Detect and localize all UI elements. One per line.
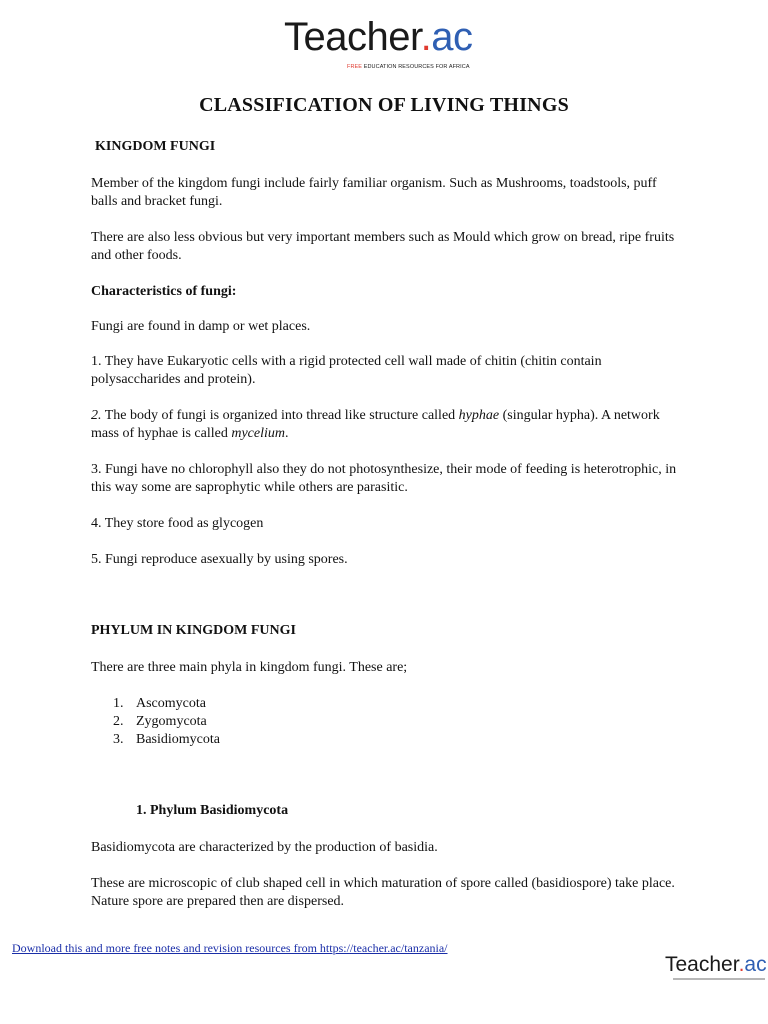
download-link[interactable]: Download this and more free notes and revision resources from https://teacher.ac/tanzania/ bbox=[12, 941, 448, 955]
kingdom-heading: KINGDOM FUNGI bbox=[95, 139, 216, 154]
characteristic-5: 5. Fungi reproduce asexually by using spores. bbox=[91, 552, 348, 567]
phylum-heading: PHYLUM IN KINGDOM FUNGI bbox=[91, 623, 296, 638]
point2-number: 2. bbox=[91, 408, 102, 423]
characteristic-1: 1. They have Eukaryotic cells with a rigid protected cell wall made of chitin (chitin contain polysaccharides and protein). bbox=[91, 354, 602, 387]
logo-word: Teacher bbox=[284, 15, 421, 59]
list-item bbox=[113, 713, 413, 731]
tagline-free: FREE bbox=[347, 64, 363, 70]
list-text: Basidiomycota bbox=[136, 732, 220, 747]
footer-logo-word: Teacher bbox=[665, 953, 739, 976]
point2-mycelium: mycelium bbox=[231, 426, 286, 441]
characteristic-4: 4. They store food as glycogen bbox=[91, 516, 264, 531]
list-number: 2. bbox=[113, 714, 124, 729]
characteristics-heading: Characteristics of fungi: bbox=[91, 284, 237, 299]
phyla-intro: There are three main phyla in kingdom fungi. These are; bbox=[91, 660, 408, 675]
basidiomycota-paragraph-2: These are microscopic of club shaped cell in which maturation of spore called (basidiospore) take place. Nature spore are prepared then are dispersed. bbox=[91, 876, 675, 909]
point2-text-a: The body of fungi is organized into thread like structure called bbox=[101, 408, 459, 423]
teacher-ac-logo bbox=[284, 14, 484, 76]
paragraph-members: Member of the kingdom fungi include fairly familiar organism. Such as Mushrooms, toadstools, puff balls and bracket fungi. bbox=[91, 176, 657, 209]
point2-text-b: (singular hypha). A network mass of hyphae is called bbox=[91, 408, 660, 441]
footer-logo-dot: . bbox=[738, 953, 745, 976]
footer-logo-ac: ac bbox=[744, 953, 767, 976]
point2-hyphae: hyphae bbox=[458, 408, 500, 423]
page-title: CLASSIFICATION OF LIVING THINGS bbox=[199, 94, 569, 116]
list-text: Ascomycota bbox=[136, 696, 206, 711]
paragraph-less-obvious: There are also less obvious but very important members such as Mould which grow on bread, ripe fruits and other foods. bbox=[91, 230, 675, 263]
logo-ac: ac bbox=[431, 15, 473, 59]
logo-tagline bbox=[347, 64, 470, 70]
logo-dot: . bbox=[420, 15, 432, 59]
point2-text-c: . bbox=[285, 426, 289, 441]
characteristic-2 bbox=[91, 407, 681, 443]
list-item bbox=[113, 731, 413, 749]
basidiomycota-paragraph-1: Basidiomycota are characterized by the production of basidia. bbox=[91, 840, 438, 855]
basidiomycota-heading: 1. Phylum Basidiomycota bbox=[136, 803, 289, 818]
footer-logo-tagline bbox=[673, 978, 765, 980]
characteristic-3: 3. Fungi have no chlorophyll also they do not photosynthesize, their mode of feeding is heterotrophic, in this way some are saprophytic while others are parasitic. bbox=[91, 462, 677, 495]
tagline-rest: EDUCATION RESOURCES FOR AFRICA bbox=[362, 64, 470, 70]
list-number: 1. bbox=[113, 696, 124, 711]
list-number: 3. bbox=[113, 732, 124, 747]
phyla-list bbox=[113, 695, 413, 749]
footer-logo bbox=[665, 952, 768, 988]
characteristics-intro: Fungi are found in damp or wet places. bbox=[91, 319, 311, 334]
list-item bbox=[113, 695, 413, 713]
list-text: Zygomycota bbox=[136, 714, 207, 729]
